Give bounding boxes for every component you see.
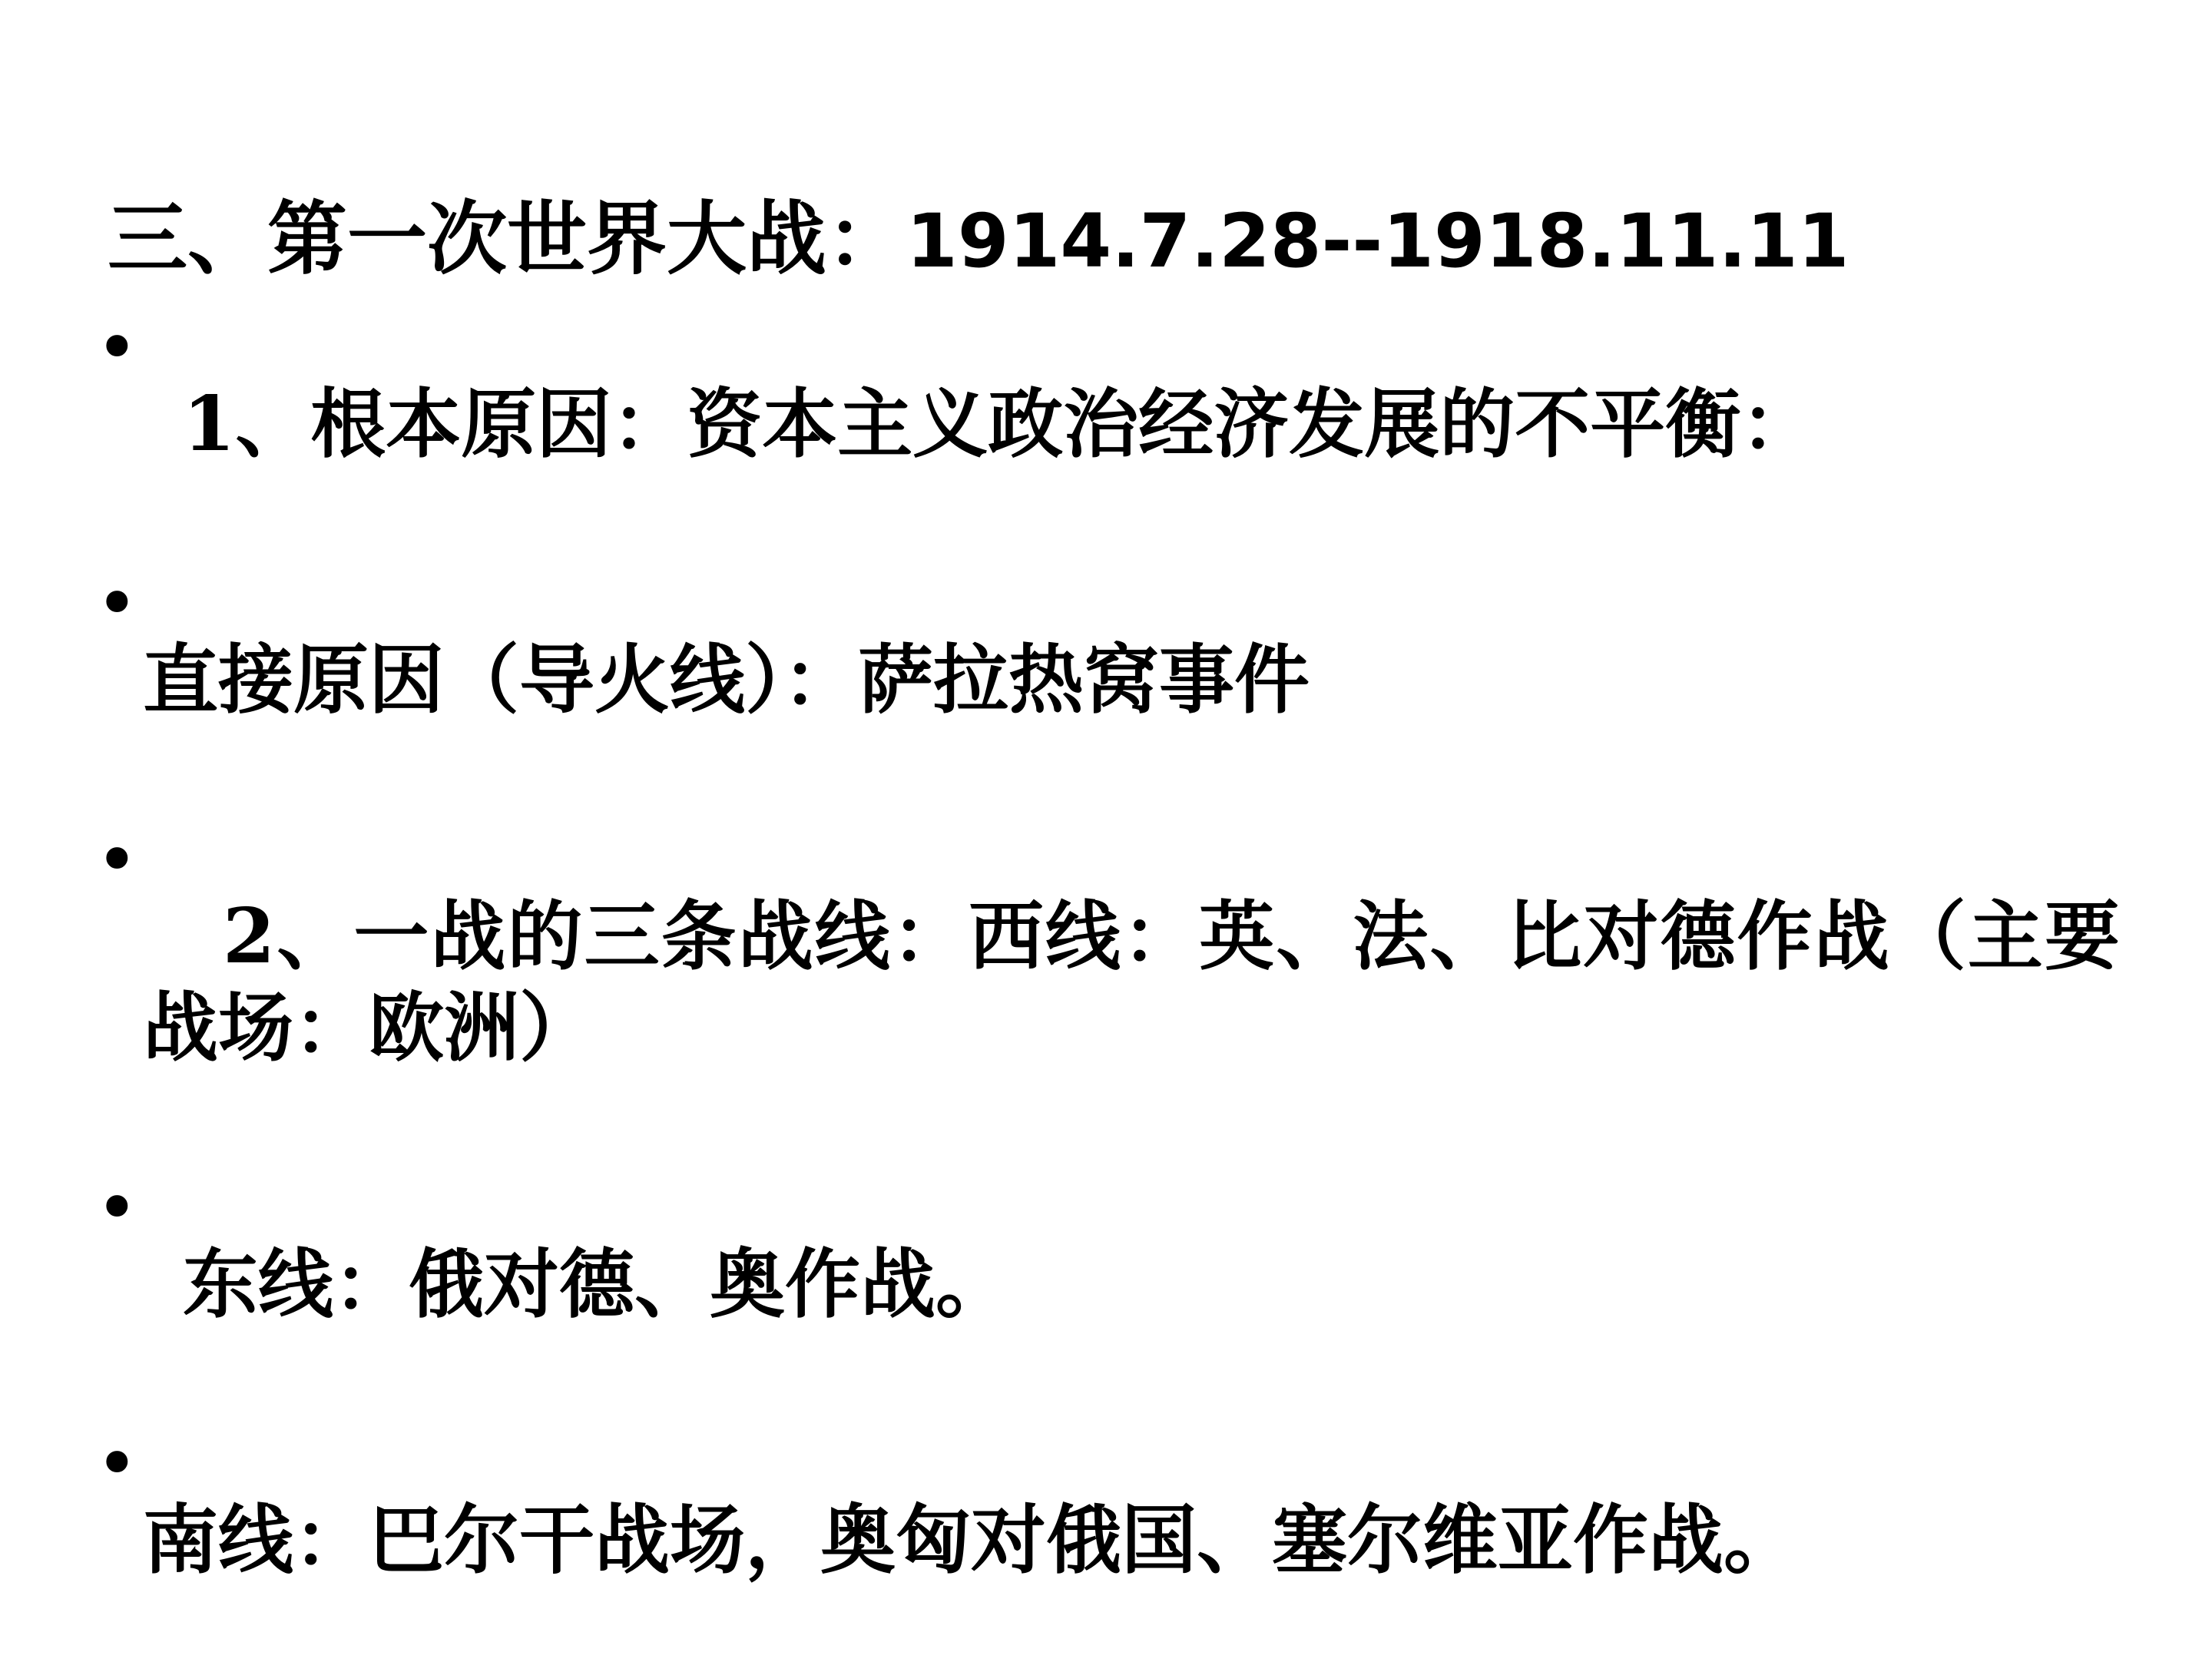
bullet-east-front-text: 东线：俄对德、奥作战。 [183,1240,1012,1329]
bullet-root-cause-text: 1、根本原因：资本主义政治经济发展的不平衡： [183,379,1816,468]
bullet-south-front-text: 南线：巴尔干战场，奥匈对俄国、塞尔维亚作战。 [143,1496,1800,1585]
bullet-point-icon: • [95,816,139,903]
bullet-point-icon: • [95,304,139,391]
bullet-direct-cause [92,559,2120,802]
slide-title [108,192,2120,286]
slide-title-prefix: 三、第一次世界大战： [108,191,907,286]
slide-content [92,192,2120,1662]
bullet-point-icon: • [95,1421,139,1508]
slide-title-dates: 1914.7.28--1918.11.11 [906,198,1849,284]
bullet-three-fronts-text: 2、一战的三条战线：西线：英、法、比对德作战（主要战场：欧洲） [143,892,2120,1073]
bullet-east-front [92,1164,2120,1406]
bullet-root-cause [92,303,2120,546]
bullet-direct-cause-text: 直接原因（导火线）：萨拉热窝事件 [143,636,1310,725]
bullet-three-fronts [92,816,2120,1150]
bullet-point-icon: • [95,561,139,647]
bullet-south-front [92,1419,2120,1662]
bullet-point-icon: • [95,1164,139,1251]
